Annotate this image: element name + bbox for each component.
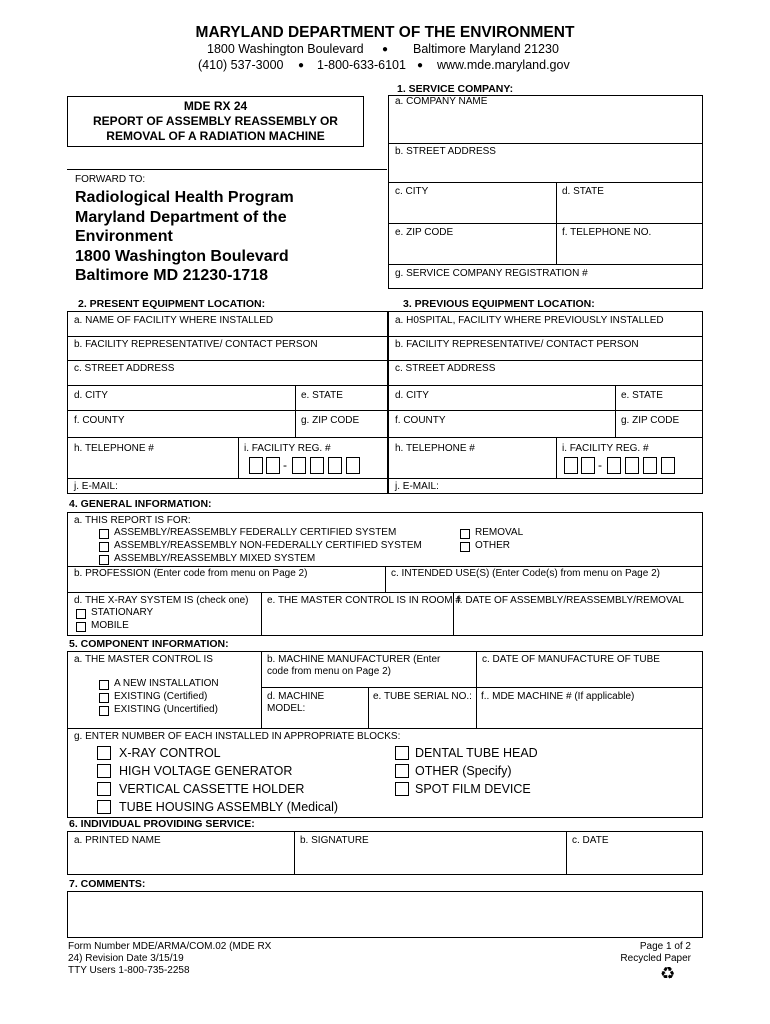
present-reg-digit[interactable] — [346, 457, 360, 474]
agency-phone: (410) 537-3000 — [198, 58, 284, 72]
mobile-label: MOBILE — [91, 620, 129, 631]
present-email-field[interactable]: j. E-MAIL: — [74, 481, 118, 492]
present-reg-digit[interactable] — [292, 457, 306, 474]
revision-date: 24) Revision Date 3/15/19 — [68, 953, 184, 964]
other-specify-label: OTHER (Specify) — [415, 764, 512, 778]
forward-line: Environment — [75, 228, 173, 245]
divider — [67, 437, 388, 438]
machine-model-label: MODEL: — [267, 703, 306, 714]
present-zip-field[interactable]: g. ZIP CODE — [301, 415, 360, 426]
company-city-field[interactable]: c. CITY — [395, 186, 429, 197]
present-reg-digit[interactable] — [266, 457, 280, 474]
divider — [476, 651, 477, 728]
existing-uncertified-label: EXISTING (Uncertified) — [114, 704, 218, 715]
present-reg-digit[interactable] — [249, 457, 263, 474]
divider — [388, 143, 703, 144]
company-street-field[interactable]: b. STREET ADDRESS — [395, 146, 496, 157]
agency-street: 1800 Washington Boulevard — [207, 42, 364, 56]
mobile-checkbox[interactable] — [76, 622, 86, 632]
mixed-system-checkbox[interactable] — [99, 555, 109, 565]
divider — [388, 410, 703, 411]
present-rep-field[interactable]: b. FACILITY REPRESENTATIVE/ CONTACT PERSON — [74, 339, 318, 350]
machine-model-field[interactable]: d. MACHINE — [267, 691, 325, 702]
present-street-field[interactable]: c. STREET ADDRESS — [74, 363, 175, 374]
divider — [556, 437, 557, 478]
tty-number: TTY Users 1-800-735-2258 — [68, 965, 190, 976]
divider — [67, 410, 388, 411]
previous-facility-reg-label: i. FACILITY REG. # — [562, 443, 649, 454]
previous-reg-digit[interactable] — [581, 457, 595, 474]
xray-control-box[interactable] — [97, 746, 111, 760]
divider — [453, 592, 454, 636]
divider — [615, 385, 616, 437]
forward-line: Maryland Department of the — [75, 208, 287, 226]
agency-title: MARYLAND DEPARTMENT OF THE ENVIRONMENT — [195, 24, 575, 41]
company-registration-field[interactable]: g. SERVICE COMPANY REGISTRATION # — [395, 268, 588, 279]
forward-label: FORWARD TO: — [75, 174, 146, 185]
present-state-field[interactable]: e. STATE — [301, 390, 343, 401]
divider — [67, 169, 387, 170]
previous-county-field[interactable]: f. COUNTY — [395, 415, 446, 426]
previous-zip-field[interactable]: g. ZIP CODE — [621, 415, 680, 426]
master-control-label: a. THE MASTER CONTROL IS — [74, 654, 213, 665]
divider — [294, 831, 295, 875]
comments-heading: 7. COMMENTS: — [69, 878, 146, 890]
tube-manufacture-date-field[interactable]: c. DATE OF MANUFACTURE OF TUBE — [482, 654, 660, 665]
profession-field[interactable]: b. PROFESSION (Enter code from menu on Page 2) — [74, 568, 308, 579]
divider — [67, 385, 388, 386]
reg-dash: - — [598, 458, 602, 472]
hv-generator-box[interactable] — [97, 764, 111, 778]
previous-rep-field[interactable]: b. FACILITY REPRESENTATIVE/ CONTACT PERSON — [395, 339, 639, 350]
assembly-date-field[interactable]: f. DATE OF ASSEMBLY/REASSEMBLY/REMOVAL — [457, 595, 685, 606]
signature-field[interactable]: b. SIGNATURE — [300, 835, 369, 846]
other-checkbox[interactable] — [460, 542, 470, 552]
divider — [368, 687, 369, 728]
present-reg-digit[interactable] — [328, 457, 342, 474]
vertical-cassette-label: VERTICAL CASSETTE HOLDER — [119, 782, 305, 796]
previous-location-heading: 3. PREVIOUS EQUIPMENT LOCATION: — [403, 298, 595, 310]
present-facility-reg-label: i. FACILITY REG. # — [244, 443, 331, 454]
new-installation-label: A NEW INSTALLATION — [114, 678, 219, 689]
machine-manufacturer-field[interactable]: b. MACHINE MANUFACTURER (Enter — [267, 654, 441, 665]
previous-reg-digit[interactable] — [661, 457, 675, 474]
previous-city-field[interactable]: d. CITY — [395, 390, 429, 401]
comments-field[interactable] — [67, 891, 703, 938]
divider — [388, 478, 703, 479]
divider — [388, 385, 703, 386]
divider — [238, 437, 239, 478]
dental-tube-box[interactable] — [395, 746, 409, 760]
previous-reg-digit[interactable] — [607, 457, 621, 474]
divider — [67, 336, 388, 337]
previous-reg-digit[interactable] — [643, 457, 657, 474]
vertical-cassette-box[interactable] — [97, 782, 111, 796]
existing-certified-label: EXISTING (Certified) — [114, 691, 208, 702]
general-info-heading: 4. GENERAL INFORMATION: — [69, 498, 212, 510]
present-reg-digit[interactable] — [310, 457, 324, 474]
present-county-field[interactable]: f. COUNTY — [74, 415, 125, 426]
non-federally-certified-label: ASSEMBLY/REASSEMBLY NON-FEDERALLY CERTIFIED SYSTEM — [114, 540, 422, 551]
service-company-heading: 1. SERVICE COMPANY: — [397, 83, 514, 95]
divider — [67, 478, 388, 479]
divider — [388, 182, 703, 183]
divider — [67, 360, 388, 361]
divider — [388, 336, 703, 337]
dental-tube-label: DENTAL TUBE HEAD — [415, 746, 538, 760]
intended-use-field[interactable]: c. INTENDED USE(S) (Enter Code(s) from menu on Page 2) — [391, 568, 660, 579]
present-facility-field[interactable]: a. NAME OF FACILITY WHERE INSTALLED — [74, 315, 274, 326]
divider — [566, 831, 567, 875]
divider — [67, 592, 703, 593]
forward-line: Radiological Health Program — [75, 189, 294, 206]
previous-reg-digit[interactable] — [625, 457, 639, 474]
other-specify-box[interactable] — [395, 764, 409, 778]
divider — [385, 566, 386, 592]
xray-control-label: X-RAY CONTROL — [119, 746, 221, 760]
divider — [388, 223, 703, 224]
forward-address — [75, 188, 294, 286]
company-name-field[interactable]: a. COMPANY NAME — [395, 96, 488, 107]
report-for-label: a. THIS REPORT IS FOR: — [74, 515, 191, 526]
component-info-heading: 5. COMPONENT INFORMATION: — [69, 638, 229, 650]
federally-certified-label: ASSEMBLY/REASSEMBLY FEDERALLY CERTIFIED SYSTEM — [114, 527, 397, 538]
forward-line: 1800 Washington Boulevard — [75, 247, 289, 265]
previous-street-field[interactable]: c. STREET ADDRESS — [395, 363, 496, 374]
recycle-icon: ♻ — [660, 964, 676, 984]
agency-website: www.mde.maryland.gov — [437, 58, 570, 72]
bullet-icon: ● — [298, 60, 305, 71]
existing-uncertified-checkbox[interactable] — [99, 706, 109, 716]
divider — [261, 592, 262, 636]
forward-line: Baltimore MD 21230-1718 — [75, 267, 268, 284]
report-number: MDE RX 24 — [183, 99, 248, 113]
previous-email-field[interactable]: j. E-MAIL: — [395, 481, 439, 492]
divider — [388, 360, 703, 361]
xray-system-label: d. THE X-RAY SYSTEM IS (check one) — [74, 595, 249, 606]
previous-facility-field[interactable]: a. H0SPITAL, FACILITY WHERE PREVIOUSLY INSTALLED — [395, 315, 664, 326]
page-number: Page 1 of 2 — [639, 941, 691, 952]
spot-film-box[interactable] — [395, 782, 409, 796]
mde-machine-field[interactable]: f.. MDE MACHINE # (If applicable) — [481, 691, 635, 702]
stationary-checkbox[interactable] — [76, 609, 86, 619]
divider — [388, 264, 703, 265]
tube-serial-field[interactable]: e. TUBE SERIAL NO.: — [373, 691, 472, 702]
divider — [261, 651, 262, 728]
recycled-paper-label: Recycled Paper — [620, 953, 691, 964]
service-date-field[interactable]: c. DATE — [572, 835, 609, 846]
new-installation-checkbox[interactable] — [99, 680, 109, 690]
report-title-line: REMOVAL OF A RADIATION MACHINE — [106, 129, 325, 143]
report-title — [67, 99, 364, 144]
divider — [67, 728, 703, 729]
tube-housing-box[interactable] — [97, 800, 111, 814]
form-number: Form Number MDE/ARMA/COM.02 (MDE RX — [68, 941, 272, 952]
printed-name-field[interactable]: a. PRINTED NAME — [74, 835, 161, 846]
individual-heading: 6. INDIVIDUAL PROVIDING SERVICE: — [69, 818, 255, 830]
company-zip-field[interactable]: e. ZIP CODE — [395, 227, 454, 238]
divider — [295, 385, 296, 437]
other-label: OTHER — [475, 540, 510, 551]
report-title-line: REPORT OF ASSEMBLY REASSEMBLY OR — [93, 114, 338, 128]
company-state-field[interactable]: d. STATE — [562, 186, 604, 197]
enter-number-label: g. ENTER NUMBER OF EACH INSTALLED IN APPROPRIATE BLOCKS: — [74, 731, 401, 742]
hv-generator-label: HIGH VOLTAGE GENERATOR — [119, 764, 293, 778]
agency-city: Baltimore Maryland 21230 — [413, 42, 559, 56]
present-location-heading: 2. PRESENT EQUIPMENT LOCATION: — [78, 298, 266, 310]
removal-label: REMOVAL — [475, 527, 524, 538]
reg-dash: - — [283, 458, 287, 472]
divider — [261, 687, 703, 688]
previous-reg-digit[interactable] — [564, 457, 578, 474]
federally-certified-checkbox[interactable] — [99, 529, 109, 539]
bullet-icon: ● — [382, 44, 389, 55]
bullet-icon: ● — [417, 60, 424, 71]
existing-certified-checkbox[interactable] — [99, 693, 109, 703]
removal-checkbox[interactable] — [460, 529, 470, 539]
stationary-label: STATIONARY — [91, 607, 154, 618]
company-telephone-field[interactable]: f. TELEPHONE NO. — [562, 227, 652, 238]
non-federally-certified-checkbox[interactable] — [99, 542, 109, 552]
divider — [388, 437, 703, 438]
present-city-field[interactable]: d. CITY — [74, 390, 108, 401]
previous-state-field[interactable]: e. STATE — [621, 390, 663, 401]
tube-housing-label: TUBE HOUSING ASSEMBLY (Medical) — [119, 800, 339, 814]
machine-manufacturer-note: code from menu on Page 2) — [267, 666, 391, 677]
service-company-box — [388, 95, 703, 289]
mixed-system-label: ASSEMBLY/REASSEMBLY MIXED SYSTEM — [114, 553, 316, 564]
master-control-room-field[interactable]: e. THE MASTER CONTROL IS IN ROOM # — [267, 595, 461, 606]
present-telephone-field[interactable]: h. TELEPHONE # — [74, 443, 154, 454]
spot-film-label: SPOT FILM DEVICE — [415, 782, 531, 796]
previous-telephone-field[interactable]: h. TELEPHONE # — [395, 443, 475, 454]
agency-tollfree: 1-800-633-6101 — [317, 58, 406, 72]
